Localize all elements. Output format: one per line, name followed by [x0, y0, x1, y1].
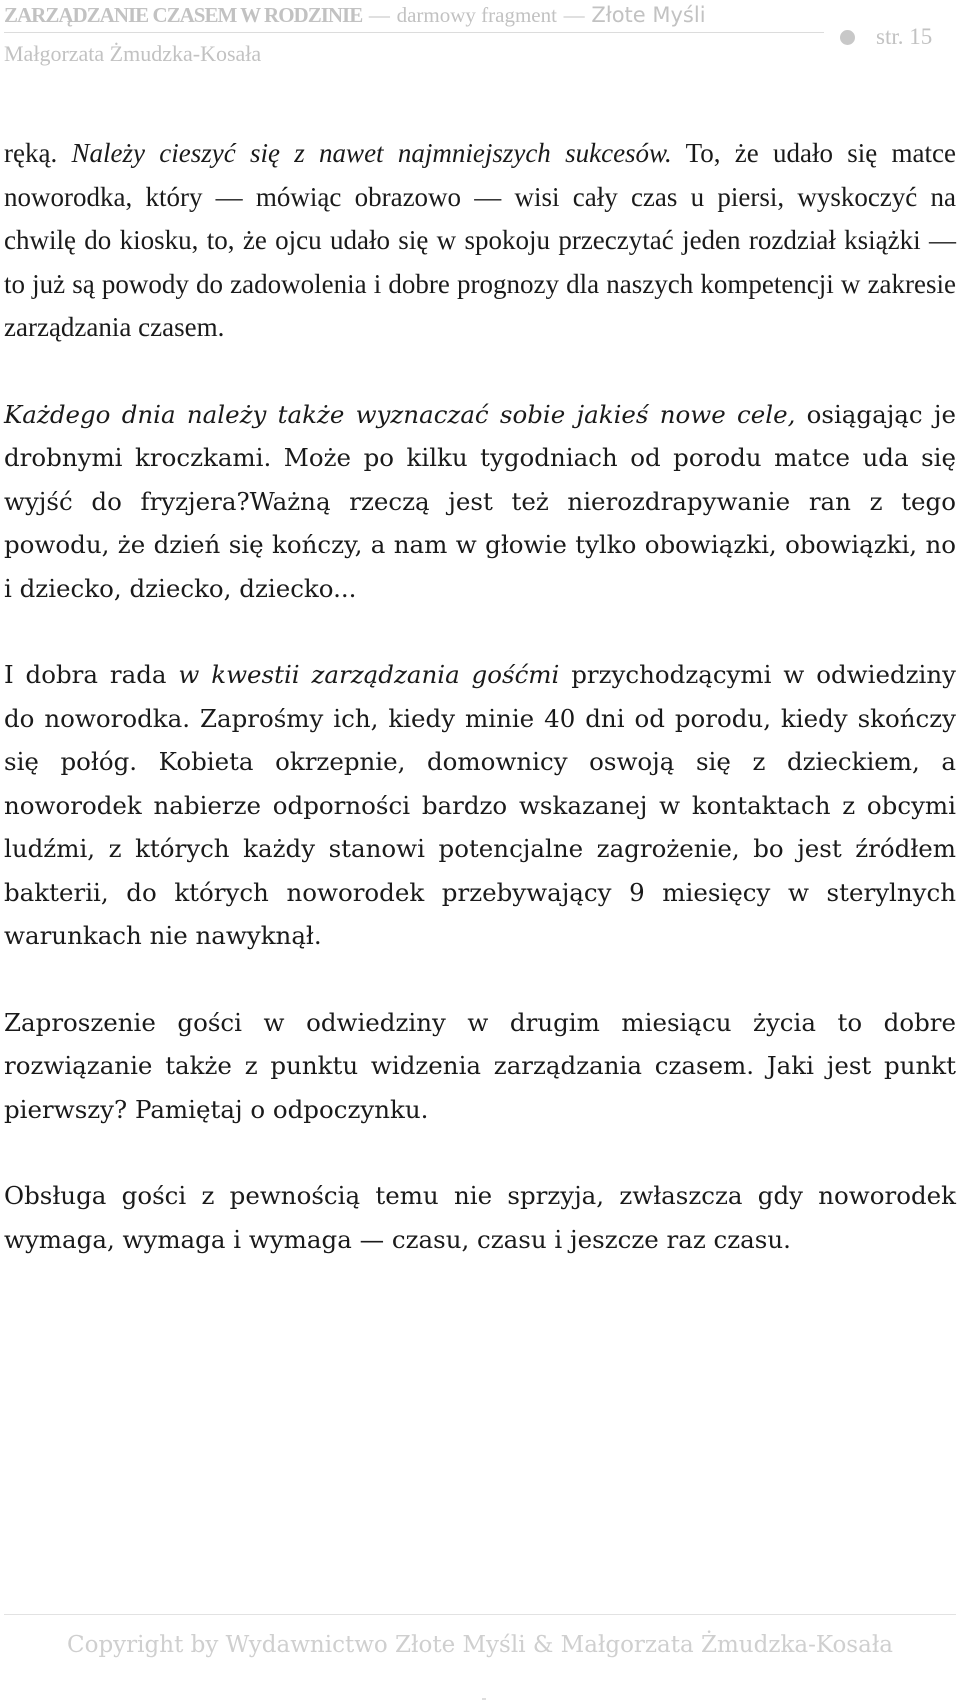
- bullet-icon: [840, 30, 855, 45]
- author-name: Małgorzata Żmudzka-Kosała: [4, 41, 262, 66]
- header-dash: —: [368, 3, 390, 27]
- emphasis-text: Każdego dnia należy także wyznaczać sobie jakieś nowe cele,: [4, 399, 796, 429]
- paragraph-text: przychodzącymi w odwiedziny do noworodka. Zaprośmy ich, kiedy minie 40 dni od porodu, kiedy skończy się połóg. Kobieta okrzepnie, domownicy oswoją się z dzieckiem, a noworodek nabierze odporności bardzo wskazanej w kontaktach z obcymi ludźmi, z których każdy stanowi potencjalne zagrożenie, bo jest źródłem bakterii, do których noworodek przebywający 9 miesięcy w sterylnych warunkach nie nawyknął.: [4, 660, 956, 950]
- book-title: ZARZĄDZANIE CZASEM W RODZINIE: [4, 3, 363, 27]
- emphasis-text: Należy cieszyć się z nawet najmniejszych sukcesów.: [71, 138, 672, 168]
- footer-rule: [4, 1614, 956, 1615]
- paragraph: [4, 393, 956, 611]
- paragraph: [4, 653, 956, 958]
- paragraph-text: To, że udało się matce noworodka, który — mówiąc obrazowo — wisi cały czas u piersi, wyskoczyć na chwilę do kiosku, to, że ojcu udało się w spokoju przeczytać jeden rozdział książki — to już są powody do zadowolenia i dobre prognozy dla naszych kompetencji w zakresie zarządzania czasem.: [4, 138, 956, 342]
- free-fragment-label: darmowy fragment: [396, 3, 557, 27]
- copyright-footer: Copyright by Wydawnictwo Złote Myśli & Małgorzata Żmudzka-Kosała: [67, 1632, 893, 1658]
- paragraph: [4, 132, 956, 350]
- header-title-line: [4, 2, 706, 28]
- header-rule: [4, 32, 824, 33]
- paragraph-text: I dobra rada: [4, 660, 179, 689]
- page-number: str. 15: [876, 24, 933, 49]
- publisher-name: Złote Myśli: [591, 3, 706, 27]
- footer-mark: [482, 1698, 486, 1700]
- paragraph-text: osiągając je drobnymi kroczkami. Może po kilku tygodniach od porodu matce uda się wyjść do fryzjera?Ważną rzeczą jest też nierozdrapywanie ran z tego powodu, że dzień się kończy, a nam w głowie tylko obowiązki, obowiązki, no i dziecko, dziecko, dziecko...: [4, 399, 956, 603]
- header-dash: —: [563, 3, 585, 27]
- paragraph: Obsługa gości z pewnością temu nie sprzyja, zwłaszcza gdy noworodek wymaga, wymaga i wymaga — czasu, czasu i jeszcze raz czasu.: [4, 1181, 956, 1254]
- paragraph-text: ręką.: [4, 138, 72, 168]
- paragraph: Zaproszenie gości w odwiedziny w drugim miesiącu życia to dobre rozwiązanie także z punktu widzenia zarządzania czasem. Jaki jest punkt pierwszy? Pamiętaj o odpoczynku.: [4, 1007, 956, 1124]
- page-header: [4, 0, 956, 86]
- emphasis-text: w kwestii zarządzania gośćmi: [178, 660, 560, 689]
- page-body: [4, 132, 956, 1261]
